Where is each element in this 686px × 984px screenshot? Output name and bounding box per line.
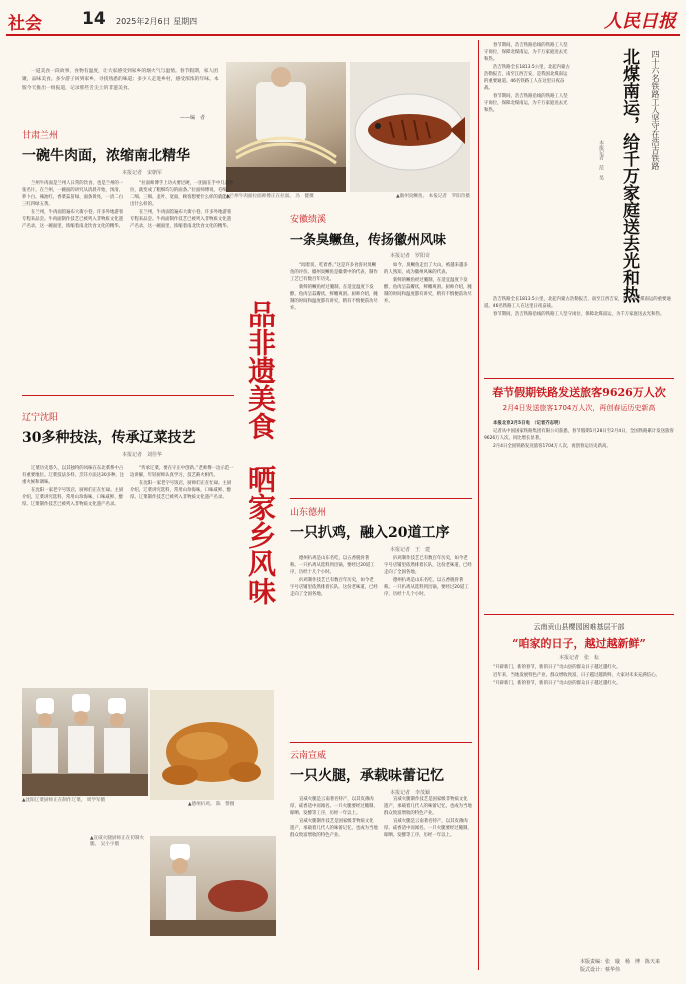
paragraph: 宣威火腿制作技艺是国家级非物质文化遗产，承载着几代人的味蕾记忆，也成为当地群众致富增收的特色产业。: [384, 797, 472, 816]
photo-ham-chef: [150, 836, 276, 936]
paragraph: 在沈阳一家老字号饭店，厨师们正在忙碌。主厨介绍，辽菜讲究选料，常用山珍海味，口味咸鲜、醇厚。辽菜制作技艺已被列入非物质文化遗产名录。: [22, 488, 124, 507]
caption-lamian: [226, 194, 346, 200]
section-divider: [290, 742, 472, 743]
chefs-group-icon: [22, 688, 148, 796]
right-top-body-lower: [484, 296, 674, 376]
article-xuanwei: [290, 748, 472, 796]
paragraph: “开辟新门，新的春节，新的日子”贡山县的群众日子越过越红火。: [493, 681, 621, 686]
right-top-kicker: 四十六名铁路工人坚守在浩吉铁路: [651, 50, 660, 170]
editor-intro: [22, 68, 222, 93]
article-region: 山东德州: [290, 508, 327, 518]
article-body: [384, 262, 472, 492]
right-mid-body: [484, 420, 674, 570]
paragraph: “闻着臭，吃着香。”这是许多食客对臭鳜鱼的评价。徽州臭鳜鱼是徽菜中的代表，制作工艺已有数百年历史。: [290, 263, 378, 282]
right-mid-subtitle: 2月4日发送旅客1704万人次，再创春运历史新高: [502, 404, 656, 412]
caption-ham: [90, 836, 148, 848]
article-title: 一只火腿，承载味蕾记忆: [290, 768, 444, 784]
paragraph: 在兰州，牛肉面馆遍布大街小巷，许多外地游客专程来品尝。牛肉面制作技艺已被列入非物质文化遗产名录，这一碗面里，浓缩着南北饮食文化的精华。: [130, 210, 232, 229]
page-number: 14: [82, 9, 106, 29]
right-top-body: [484, 42, 570, 292]
article-body: [130, 180, 234, 380]
article-body: [290, 262, 378, 492]
right-bot-head: [484, 622, 674, 661]
column-divider: [478, 40, 479, 970]
article-lanzhou: [22, 128, 234, 179]
section-divider: [290, 498, 472, 499]
article-region: 云南宣威: [290, 751, 327, 761]
page-footer: [580, 958, 680, 974]
paragraph: 宣威火腿是云南著名特产，以其皮薄肉厚、咸香适中而闻名。一只火腿要经过腌制、晾晒、发酵等工序，历经一年以上。: [384, 819, 472, 838]
article-title: 30多种技法，传承辽菜技艺: [22, 430, 196, 446]
article-byline: 本报记者 刘佳华: [122, 452, 163, 458]
paragraph: 扒鸡制作技艺已有数百年历史，如今老字号店铺里依然排着长队，这份老味道，已经走向了全国各地。: [290, 578, 378, 597]
article-jixi: [290, 212, 472, 259]
article-body: [384, 555, 472, 685]
page-header: [6, 6, 680, 36]
paragraph: 新鲜的鳜鱼经过腌制，在适宜温度下发酵，鱼肉呈蒜瓣状，鲜嫩爽滑。厨师介绍，腌制的时间和温度都有讲究，稍有不慎便前功尽弃。: [384, 278, 472, 304]
feature-title-line2: 晒家乡风味: [244, 465, 277, 605]
paragraph: “开辟新门，新的春节，新的日子”贡山县的群众日子越过越红火。: [493, 665, 621, 670]
caption-credit: 周学军摄: [86, 798, 106, 803]
paragraph: 在兰州，牛肉面馆遍布大街小巷，许多外地游客专程来品尝。牛肉面制作技艺已被列入非物质文化遗产名录，这一碗面里，浓缩着南北饮食文化的精华。: [22, 210, 124, 229]
newspaper-logo: 人民日报: [604, 11, 676, 32]
right-bot-body: [484, 664, 674, 954]
right-mid-head: [484, 384, 674, 413]
article-byline: 本报记者 李茂颖: [390, 790, 431, 796]
roast-chicken-icon: [150, 690, 274, 800]
article-dezhou: [290, 505, 472, 553]
feature-title-line1: 品非遗美食: [244, 300, 277, 440]
right-bot-byline: 本报记者 张 耘: [558, 655, 599, 661]
paragraph: 兰州牛肉面是兰州人日常的饮食，也是兰州的一张名片。在兰州，一碗面的讲究从清晨开始，汤清、萝卜白、辣油红、香菜蒜苗绿、面条黄亮，一清二白三红四绿五黄。: [22, 181, 124, 207]
footer-editors: 本版责编：张 璇 杨 博 陈天来: [580, 959, 661, 965]
paragraph: 浩吉铁路全长1813.5公里，北起内蒙古浩勒报吉，南至江西吉安，是我国北煤南运的重要通道。46名铁路工人在这里日夜奋战。: [484, 297, 671, 309]
article-body: [130, 465, 234, 685]
paragraph: 如今，臭鳜鱼走出了大山，被越来越多的人熟知，成为徽州风味的代表。: [384, 263, 468, 275]
ham-chef-icon: [150, 836, 276, 936]
caption-credit: 冯 健摄: [295, 194, 314, 199]
paragraph: 宣威火腿制作技艺是国家级非物质文化遗产，承载着几代人的味蕾记忆，也成为当地群众致富增收的特色产业。: [290, 819, 378, 838]
photo-lamian: [226, 62, 346, 192]
right-top-byline: 本报记者 范 昊: [598, 140, 604, 180]
publish-date: 2025年2月6日 星期四: [116, 17, 198, 26]
paragraph: 春节期间，浩吉铁路沿线的铁路工人坚守岗位，保障北煤南运，为千万家庭送去光和热。: [493, 312, 665, 317]
caption-text: ▲宣威火腿厨师正在切制火腿。: [90, 836, 145, 847]
article-body: [290, 555, 378, 685]
right-top-title: 北煤南运，给千万家庭送去光和热: [619, 48, 639, 303]
caption-text: ▲兰州牛肉面拉面师傅正在拉面。: [226, 194, 294, 199]
article-title: 一只扒鸡，融入20道工序: [290, 525, 450, 541]
article-region: 甘肃兰州: [22, 131, 59, 141]
footer-designer: 版式设计：蔡华伟: [580, 967, 621, 973]
paragraph: 浩吉铁路全长1813.5公里，北起内蒙古浩勒报吉，南至江西吉安，是我国北煤南运的重要通道。46名铁路工人在这里日夜奋战。: [484, 65, 570, 91]
article-body: [384, 796, 472, 946]
caption-text: ▲沈阳辽菜厨师正在制作辽菜。: [22, 798, 86, 803]
paragraph: 记者从中国国家铁路集团有限公司获悉，春节假期1月28日至2月4日，全国铁路累计发送旅客9626万人次，同比增长显著。: [484, 429, 674, 441]
photo-liao-chefs: [22, 688, 148, 796]
article-shenyang: [22, 410, 234, 458]
article-byline: 本报记者 宋朝军: [122, 170, 163, 176]
section-divider: [484, 614, 674, 615]
caption-text: ▲徽州臭鳜鱼。: [396, 194, 428, 199]
paragraph: 在沈阳一家老字号饭店，厨师们正在忙碌。主厨介绍，辽菜讲究选料，常用山珍海味，口味咸鲜、醇厚。辽菜制作技艺已被列入非物质文化遗产名录。: [130, 481, 232, 500]
paragraph: 德州扒鸡是山东名吃，以五香脱骨著称。一只扒鸡从选料到出锅，要经过20道工序，历经十几个小时。: [290, 556, 375, 575]
section-divider: [22, 395, 234, 396]
caption-text: ▲德州扒鸡。: [188, 802, 215, 807]
paragraph: 德州扒鸡是山东名吃，以五香脱骨著称。一只扒鸡从选料到出锅，要经过20道工序，历经十几个小时。: [384, 578, 469, 597]
caption-credit: 吴小宇摄: [100, 842, 120, 847]
right-bot-kicker: 云南贡山县樱园困难基层干部: [533, 623, 625, 631]
paragraph: 春节期间，浩吉铁路沿线的铁路工人坚守岗位，保障北煤南运，为千万家庭送去光和热。: [484, 43, 568, 62]
section-divider: [484, 378, 674, 379]
paragraph: 春节期间，浩吉铁路沿线的铁路工人坚守岗位，保障北煤南运，为千万家庭送去光和热。: [484, 94, 568, 113]
caption-credit: 本报记者 罗阳奇摄: [428, 194, 470, 199]
paragraph: 新鲜的鳜鱼经过腌制，在适宜温度下发酵，鱼肉呈蒜瓣状，鲜嫩爽滑。厨师介绍，腌制的时间和温度都有讲究，稍有不慎便前功尽弃。: [290, 285, 378, 311]
byline: 本报北京2月5日电 （记者齐志明）: [493, 421, 563, 426]
article-title: 一条臭鳜鱼，传扬徽州风味: [290, 233, 447, 248]
article-byline: 本报记者 罗阳奇: [390, 253, 431, 259]
article-region: 辽宁沈阳: [22, 413, 59, 423]
caption-liao: [22, 798, 152, 804]
intro-signature: ——编 者: [180, 115, 206, 121]
chef-figure-icon: [226, 62, 346, 192]
photo-chicken: [150, 690, 274, 800]
caption-credit: 陈 赞摄: [215, 802, 235, 807]
paragraph: “传承辽菜，要在守正中创新。”老师傅一边示范一边讲解，年轻厨师认真学习，技艺薪火相传。: [130, 466, 234, 478]
fish-dish-icon: [350, 62, 470, 192]
article-body: [290, 796, 378, 946]
photo-fish: [350, 62, 470, 192]
article-byline: 本报记者 王 建: [390, 547, 431, 553]
paragraph: 2月4日全国铁路发送旅客1704万人次，再创春运历史新高。: [493, 444, 611, 449]
article-body: [22, 180, 126, 380]
article-body: [22, 465, 126, 685]
caption-chicken: [188, 802, 278, 808]
paragraph: “拉面师傅手上功夫要过硬，一团面在手中几番抻拉，就变成了粗细均匀的面条。”拉面师傅说，毛细、二细、三细、韭叶、宽面，顾客想要什么样的就能拉出什么样的。: [130, 181, 234, 207]
right-bot-title: “咱家的日子，越过越新鲜”: [512, 637, 646, 650]
paragraph: 辽菜历史悠久，以其独特的风味在东北菜系中占有重要地位。辽菜技法多样，烹饪方法达30多种，注重火候和调味。: [22, 466, 125, 485]
paragraph: 宣威火腿是云南著名特产，以其皮薄肉厚、咸香适中而闻名。一只火腿要经过腌制、晾晒、发酵等工序，历经一年以上。: [290, 797, 378, 816]
right-mid-title: 春节假期铁路发送旅客9626万人次: [492, 386, 666, 399]
section-name: 社会: [8, 14, 42, 34]
article-region: 安徽绩溪: [290, 215, 327, 225]
paragraph: 近年来，当地发展特色产业，群众增收致富，日子越过越新鲜，大家对未来充满信心。: [493, 673, 660, 678]
intro-text: 一道美食一段故事，食物有温度，让大家感受到家乡的烟火气与温情。春节假期，家人团聚，品味美食。多少游子回到家乡，寻找熟悉的味道；多少人走进乡村，感受浓浓的年味。本版今天推出一组报道，记录那些舌尖上的非遗美食。: [22, 69, 219, 91]
paragraph: 扒鸡制作技艺已有数百年历史，如今老字号店铺里依然排着长队，这份老味道，已经走向了全国各地。: [384, 556, 472, 575]
caption-fish: [350, 194, 470, 200]
article-title: 一碗牛肉面，浓缩南北精华: [22, 148, 190, 164]
